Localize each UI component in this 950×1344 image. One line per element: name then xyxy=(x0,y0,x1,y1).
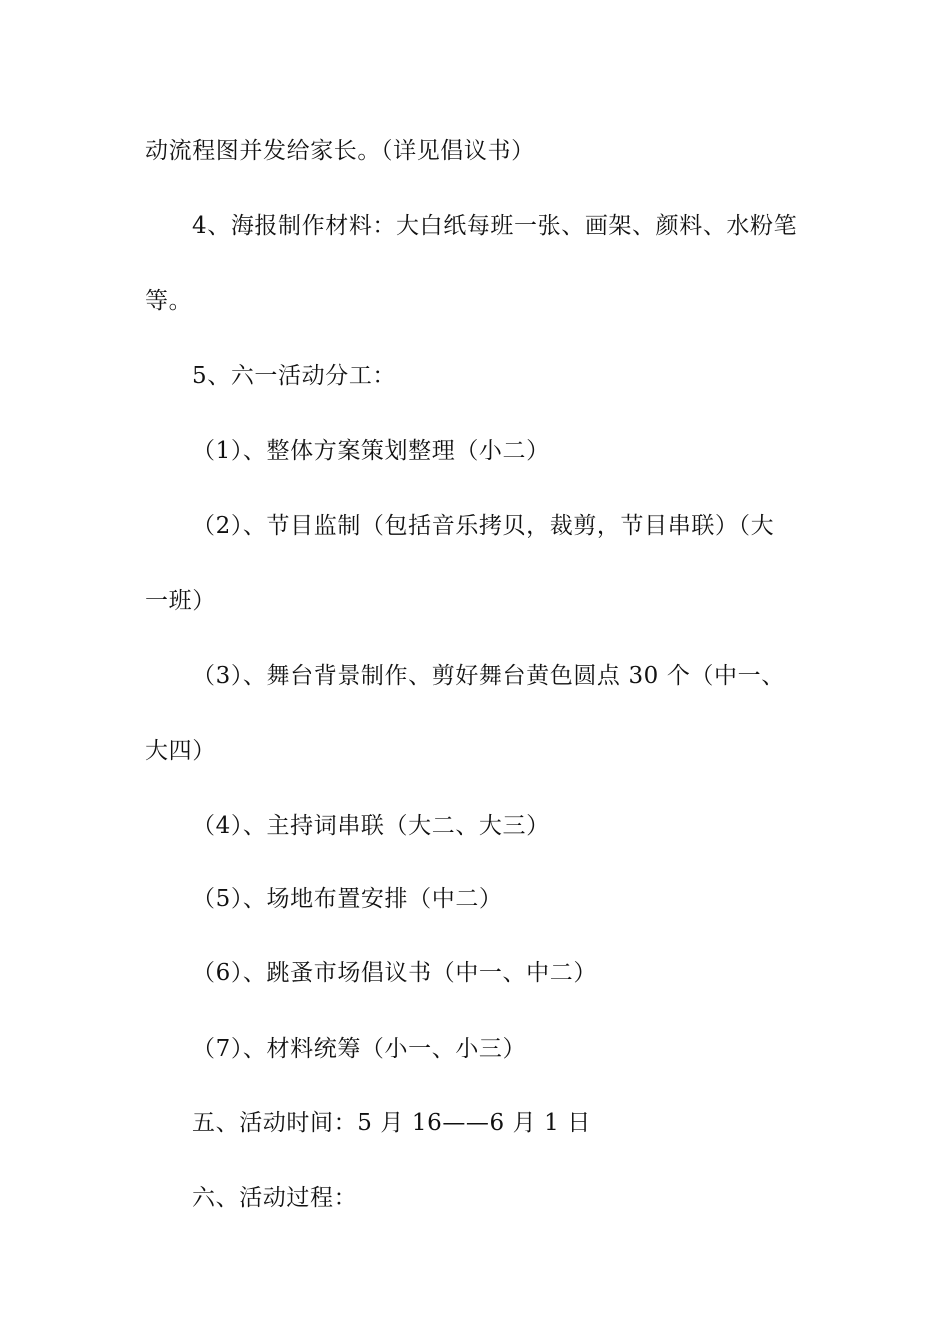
text-line-sub-3: （3）、舞台背景制作、剪好舞台黄色圆点 30 个（中一、 xyxy=(192,663,785,689)
text-line-sub-7: （7）、材料统筹（小一、小三） xyxy=(192,1036,527,1062)
text-line-item-5: 5、六一活动分工： xyxy=(192,363,397,389)
text-line-sub-4: （4）、主持词串联（大二、大三） xyxy=(192,813,550,839)
text-line-sub-3-cont: 大四） xyxy=(145,738,216,764)
text-line-sub-1: （1）、整体方案策划整理（小二） xyxy=(192,438,550,464)
text-line-section-6: 六、活动过程： xyxy=(192,1185,358,1211)
text-line-section-5: 五、活动时间：5 月 16——6 月 1 日 xyxy=(192,1110,591,1136)
text-line-sub-2-cont: 一班） xyxy=(145,588,216,614)
text-line-sub-2: （2）、节目监制（包括音乐拷贝，裁剪，节目串联）（大 xyxy=(192,513,775,539)
text-line-item-4-cont: 等。 xyxy=(145,288,193,314)
text-line-item-4: 4、海报制作材料：大白纸每班一张、画架、颜料、水粉笔 xyxy=(192,213,798,239)
text-line-continuation: 动流程图并发给家长。（详见倡议书） xyxy=(145,138,535,164)
text-line-sub-5: （5）、场地布置安排（中二） xyxy=(192,886,503,912)
text-line-sub-6: （6）、跳蚤市场倡议书（中一、中二） xyxy=(192,960,597,986)
